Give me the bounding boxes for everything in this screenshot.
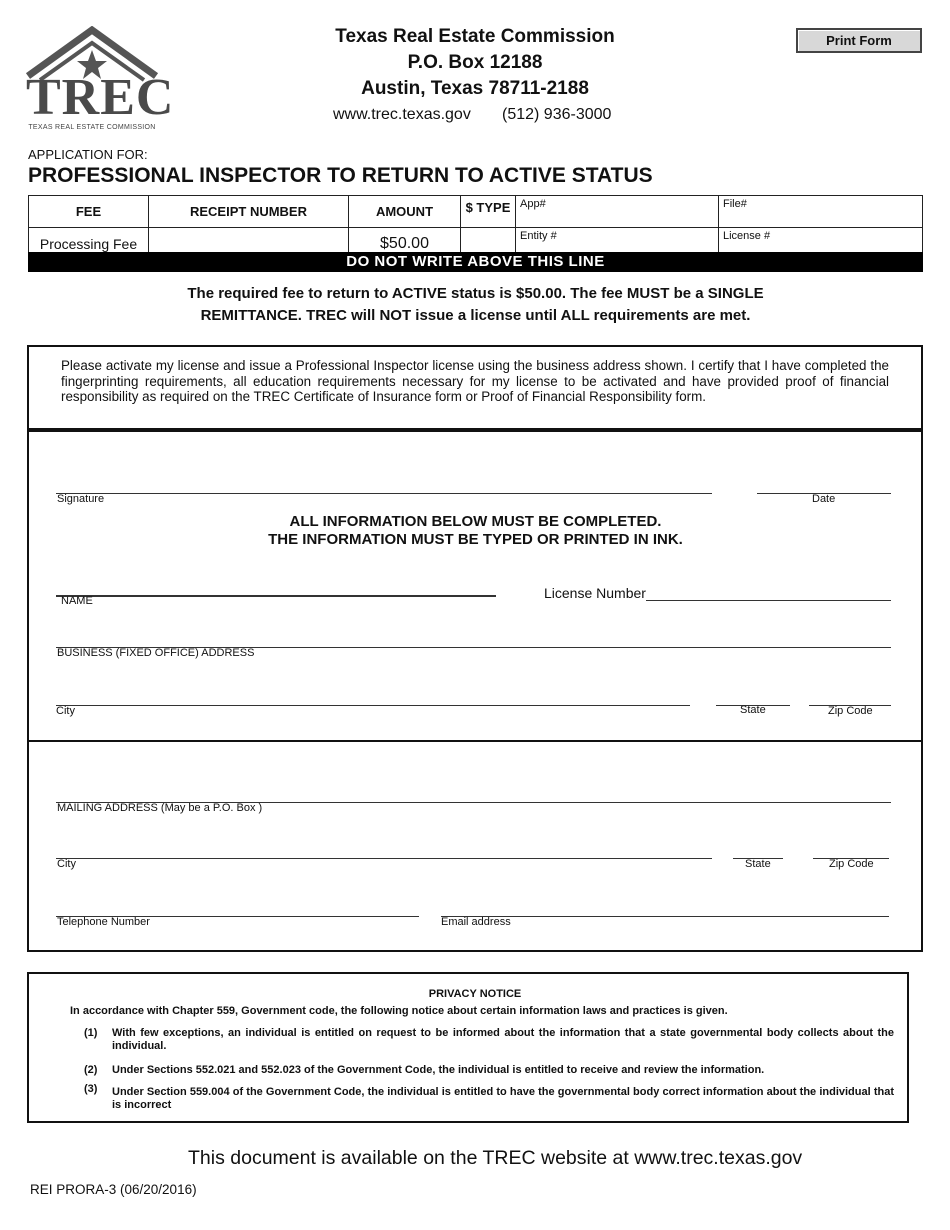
privacy-intro: In accordance with Chapter 559, Government code, the following notice about certain information laws and practices is given. (70, 1005, 728, 1017)
fee-notice-line1: The required fee to return to ACTIVE status is $50.00. The fee MUST be a SINGLE (187, 285, 764, 302)
type-header: $ TYPE (461, 196, 516, 228)
mailing-city-label: City (57, 858, 76, 870)
trec-logo (26, 26, 175, 134)
privacy-item-2-text: Under Sections 552.021 and 552.023 of the Government Code, the individual is entitled to receive and review the information. (112, 1064, 765, 1076)
name-label: NAME (61, 595, 93, 607)
header-website[interactable]: www.trec.texas.gov (333, 106, 471, 123)
mailing-zip-label: Zip Code (829, 858, 874, 870)
application-label: APPLICATION FOR: (28, 147, 148, 162)
privacy-title: PRIVACY NOTICE (428, 988, 522, 1000)
privacy-item-3-number: (3) (84, 1083, 98, 1095)
header-org: Texas Real Estate Commission (335, 26, 615, 47)
file-number-field[interactable]: File# (719, 196, 923, 228)
privacy-item-3-text: Under Section 559.004 of the Government Code, the individual is entitled to have the governmental body correct information about the individual that is incorrect (112, 1086, 894, 1111)
print-form-button[interactable] (796, 28, 922, 53)
entity-number-field[interactable]: Entity # (516, 228, 719, 260)
mailing-state-label: State (745, 858, 771, 870)
footer-availability: This document is available on the TREC website at www.trec.texas.gov (188, 1147, 803, 1169)
license-number-line[interactable] (646, 600, 891, 601)
business-zip-label: Zip Code (828, 705, 873, 717)
receipt-header: RECEIPT NUMBER (149, 196, 349, 228)
fee-header: FEE (29, 196, 149, 228)
fee-table-header-row (29, 196, 923, 228)
instruction-line1: ALL INFORMATION BELOW MUST BE COMPLETED. (289, 513, 662, 530)
logo-wordmark: TREC (26, 69, 175, 126)
header-city: Austin, Texas 78711-2188 (361, 78, 589, 99)
amount-cell: $50.00 (349, 228, 461, 260)
license-number-admin-field[interactable]: License # (719, 228, 923, 260)
privacy-item-1-number: (1) (84, 1027, 98, 1039)
signature-label: Signature (57, 493, 105, 505)
business-city-line[interactable] (56, 705, 690, 706)
email-label: Email address (441, 916, 511, 928)
do-not-write-banner (28, 252, 923, 272)
business-state-label: State (740, 704, 766, 716)
certification-text: Please activate my license and issue a Professional Inspector license using the business address shown. I certify that I have completed the fingerprinting requirements, all education requirements necessary for my license to be activated and have provided proof of financial responsibility as required on the TREC Certificate of Insurance form or Proof of Financial Responsibility form. (61, 358, 889, 405)
header-phone: (512) 936-3000 (502, 106, 612, 123)
header-box: P.O. Box 12188 (407, 52, 543, 73)
logo-subtitle: TEXAS REAL ESTATE COMMISSION (28, 124, 156, 131)
business-address-label: BUSINESS (FIXED OFFICE) ADDRESS (57, 647, 255, 659)
instruction-line2: THE INFORMATION MUST BE TYPED OR PRINTED IN INK. (268, 531, 683, 548)
processing-fee-cell: Processing Fee (29, 228, 149, 260)
business-city-label: City (56, 705, 75, 717)
signature-section-box (27, 430, 923, 742)
mailing-city-line[interactable] (56, 858, 712, 859)
privacy-item-2-number: (2) (84, 1064, 98, 1076)
fee-table (28, 195, 923, 260)
signature-line[interactable] (56, 493, 712, 494)
telephone-label: Telephone Number (57, 916, 150, 928)
fee-notice-line2: REMITTANCE. TREC will NOT issue a license until ALL requirements are met. (200, 307, 751, 324)
amount-header: AMOUNT (349, 196, 461, 228)
license-number-label: License Number (544, 585, 646, 601)
privacy-item-1-text: With few exceptions, an individual is entitled on request to be informed about the information that a state governmental body collects about the individual. (112, 1027, 894, 1052)
print-form-label: Print Form (826, 33, 892, 48)
application-title: PROFESSIONAL INSPECTOR TO RETURN TO ACTIVE STATUS (28, 164, 653, 187)
banner-text: DO NOT WRITE ABOVE THIS LINE (346, 253, 605, 270)
name-line[interactable] (56, 595, 496, 597)
footer-form-id: REI PRORA-3 (06/20/2016) (30, 1182, 197, 1197)
date-label: Date (812, 493, 836, 505)
app-number-field[interactable]: App# (516, 196, 719, 228)
mailing-address-label: MAILING ADDRESS (May be a P.O. Box ) (57, 802, 263, 814)
